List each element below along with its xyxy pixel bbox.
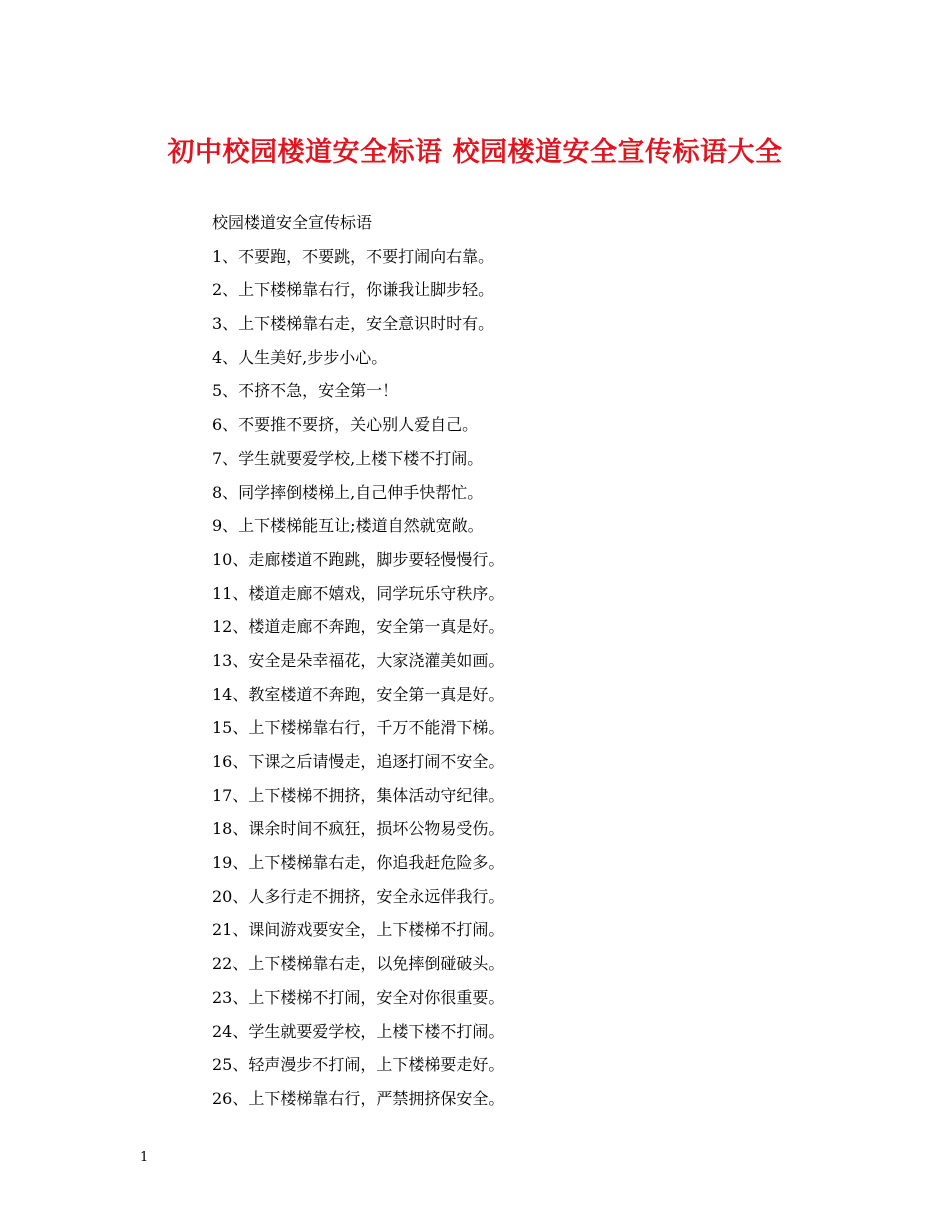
document-body	[212, 206, 832, 1116]
slogan-line: 3、上下楼梯靠右走，安全意识时时有。	[212, 314, 495, 334]
slogan-line: 21、课间游戏要安全，上下楼梯不打闹。	[212, 920, 505, 940]
slogan-line: 10、走廊楼道不跑跳，脚步要轻慢慢行。	[212, 549, 505, 569]
slogan-line: 26、上下楼梯靠右行，严禁拥挤保安全。	[212, 1088, 505, 1108]
document-title: 初中校园楼道安全标语 校园楼道安全宣传标语大全	[167, 137, 783, 168]
slogan-line: 20、人多行走不拥挤，安全永远伴我行。	[212, 886, 505, 906]
slogan-line: 1、不要跑，不要跳，不要打闹向右靠。	[212, 246, 495, 266]
slogan-line: 12、楼道走廊不奔跑，安全第一真是好。	[212, 617, 505, 637]
slogan-list	[212, 240, 832, 1116]
slogan-line: 25、轻声漫步不打闹，上下楼梯要走好。	[212, 1055, 505, 1075]
slogan-line: 18、课余时间不疯狂，损坏公物易受伤。	[212, 819, 505, 839]
slogan-line: 9、上下楼梯能互让;楼道自然就宽敞。	[212, 516, 484, 536]
slogan-line: 14、教室楼道不奔跑，安全第一真是好。	[212, 684, 505, 704]
slogan-line: 6、不要推不要挤，关心别人爱自己。	[212, 415, 479, 435]
slogan-line: 17、上下楼梯不拥挤，集体活动守纪律。	[212, 785, 505, 805]
slogan-line: 7、学生就要爱学校,上楼下楼不打闹。	[212, 448, 484, 468]
slogan-line: 22、上下楼梯靠右走，以免摔倒碰破头。	[212, 954, 505, 974]
slogan-line: 19、上下楼梯靠右走，你追我赶危险多。	[212, 853, 505, 873]
slogan-line: 5、不挤不急，安全第一！	[212, 381, 399, 401]
section-heading: 校园楼道安全宣传标语	[212, 213, 373, 232]
slogan-line: 15、上下楼梯靠右行，千万不能滑下梯。	[212, 718, 505, 738]
slogan-line: 13、安全是朵幸福花，大家浇灌美如画。	[212, 650, 505, 670]
slogan-line: 8、同学摔倒楼梯上,自己伸手快帮忙。	[212, 482, 484, 502]
slogan-line: 11、楼道走廊不嬉戏，同学玩乐守秩序。	[212, 583, 505, 603]
slogan-line: 4、人生美好,步步小心。	[212, 347, 388, 367]
page-number: 1	[140, 1150, 149, 1165]
slogan-line: 23、上下楼梯不打闹，安全对你很重要。	[212, 987, 505, 1007]
slogan-line: 16、下课之后请慢走，追逐打闹不安全。	[212, 752, 505, 771]
slogan-line: 24、学生就要爱学校，上楼下楼不打闹。	[212, 1021, 505, 1041]
slogan-line: 2、上下楼梯靠右行，你谦我让脚步轻。	[212, 280, 495, 300]
